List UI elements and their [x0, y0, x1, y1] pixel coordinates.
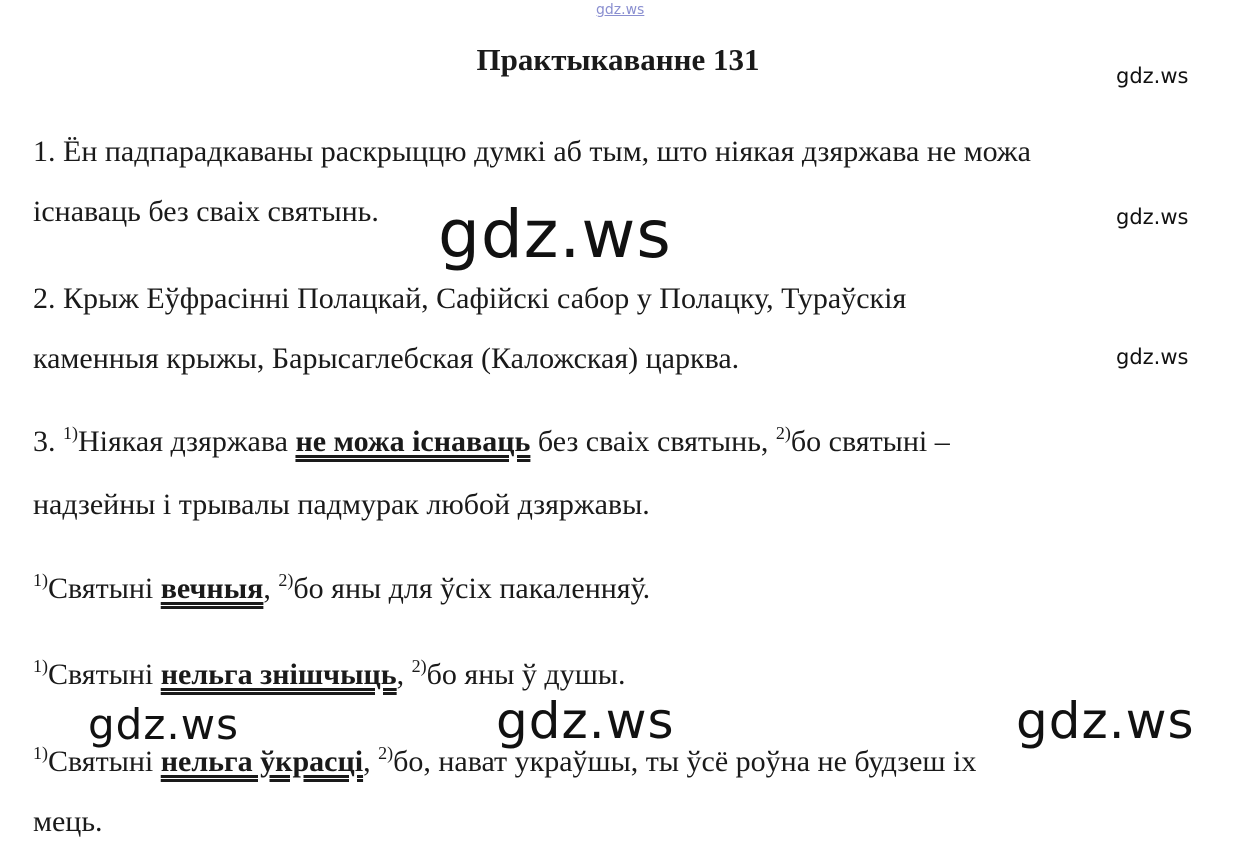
sentence-text: бо, нават украўшы, ты ўсё роўна не будзеш іх [393, 745, 977, 778]
sentence-text: , [363, 745, 379, 778]
item1-line2: існаваць без сваіх святынь. [33, 195, 379, 228]
item3-text-b: без сваіх святынь, [530, 425, 776, 458]
clause-marker: 2) [775, 423, 791, 443]
predicate-underlined: нельга ўкрасці [160, 745, 364, 778]
page-title: Практыкаванне 131 [476, 42, 760, 77]
clause-marker: 1) [33, 743, 48, 763]
item3-text-a: Ніякая дзяржава [78, 425, 296, 458]
sentence-text: Святыні [48, 572, 161, 605]
sentence-text: бо яны ў душы. [426, 658, 626, 691]
sentence-text: бо яны для ўсіх пакаленняў. [293, 572, 651, 605]
clause-marker: 1) [33, 656, 48, 676]
sentence-3 [33, 745, 976, 779]
clause-marker: 1) [33, 570, 48, 590]
item1-line1: 1. Ён падпарадкаваны раскрыццю думкі аб тым, што ніякая дзяржава не можа [33, 135, 1031, 168]
item3-text-c: бо святыні – [790, 425, 950, 458]
sentence-text: Святыні [48, 658, 161, 691]
clause-marker: 2) [378, 743, 394, 763]
watermark-top-link[interactable]: gdz.ws [596, 2, 645, 18]
item2-line1: 2. Крыж Еўфрасінні Полацкай, Сафійскі сабор у Полацку, Тураўскія [33, 282, 907, 315]
watermark-right-2: gdz.ws [1116, 205, 1189, 229]
watermark-right-3: gdz.ws [1116, 345, 1189, 369]
predicate-underlined: вечныя [160, 572, 264, 605]
sentence-3-line2: мець. [33, 805, 103, 838]
item3-line1 [33, 425, 950, 459]
clause-marker: 2) [278, 570, 294, 590]
watermark-big-center: gdz.ws [438, 196, 672, 273]
item3-line2: надзейны і трывалы падмурак любой дзяржавы. [33, 488, 650, 521]
sentence-text: Святыні [48, 745, 161, 778]
item3-number: 3. [33, 425, 63, 458]
predicate-underlined: не можа існаваць [295, 425, 531, 458]
predicate-underlined: нельга знішчыць [160, 658, 397, 691]
watermark-big-bottom-left: gdz.ws [88, 700, 239, 749]
item2-line2: каменныя крыжы, Барысаглебская (Каложская) царква. [33, 342, 740, 375]
sentence-text: , [396, 658, 412, 691]
watermark-big-bottom-right: gdz.ws [1016, 692, 1195, 750]
sentence-1 [33, 572, 650, 606]
watermark-right-1: gdz.ws [1116, 64, 1189, 88]
sentence-2 [33, 658, 625, 692]
sentence-text: , [263, 572, 279, 605]
clause-marker: 2) [411, 656, 427, 676]
clause-marker: 1) [63, 423, 78, 443]
watermark-big-bottom-center: gdz.ws [496, 692, 675, 750]
